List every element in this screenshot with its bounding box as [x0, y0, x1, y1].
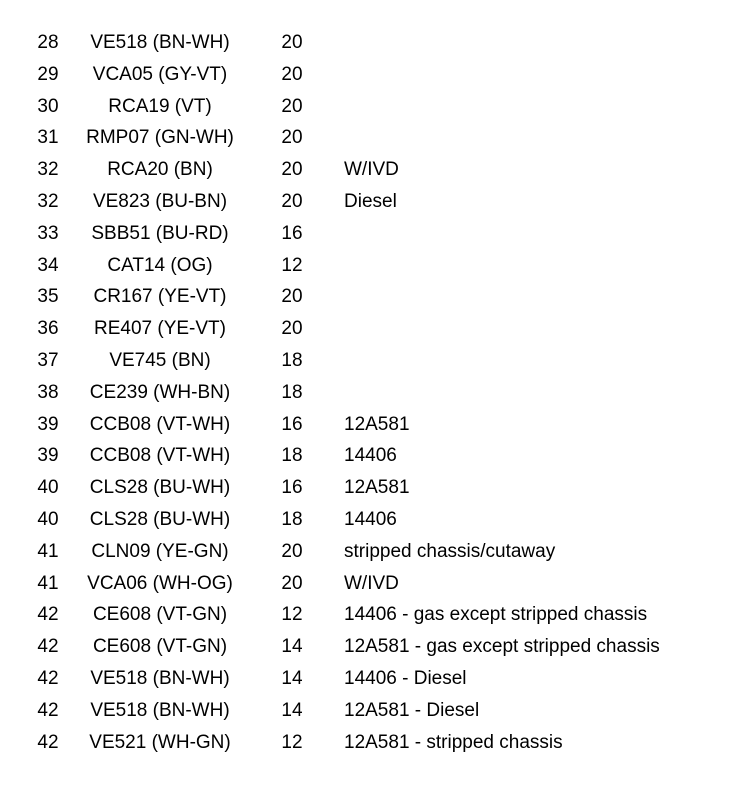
table-row — [0, 663, 752, 695]
circuit-id: CCB08 (VT-WH) — [89, 445, 231, 467]
pin-number: 39 — [37, 445, 59, 467]
wire-gauge: 12 — [281, 254, 303, 276]
pin-number: 29 — [37, 63, 59, 85]
table-row — [0, 409, 752, 441]
pin-number: 41 — [37, 572, 59, 594]
row-note: 12A581 - gas except stripped chassis — [344, 636, 660, 658]
table-row — [0, 154, 752, 186]
circuit-id: VE521 (WH-GN) — [89, 731, 231, 753]
wire-gauge: 16 — [281, 413, 303, 435]
row-note: stripped chassis/cutaway — [344, 540, 556, 562]
row-note: 12A581 — [344, 477, 410, 499]
circuit-id: CCB08 (VT-WH) — [89, 413, 231, 435]
circuit-id: CE239 (WH-BN) — [89, 381, 231, 403]
wire-gauge: 16 — [281, 477, 303, 499]
table-row — [0, 440, 752, 472]
table-row — [0, 599, 752, 631]
pin-number: 42 — [37, 699, 59, 721]
pin-number: 32 — [37, 159, 59, 181]
pin-number: 38 — [37, 381, 59, 403]
row-note: W/IVD — [344, 159, 399, 181]
wire-gauge: 20 — [281, 159, 303, 181]
wire-gauge: 20 — [281, 127, 303, 149]
table-row — [0, 568, 752, 600]
circuit-id: RCA19 (VT) — [108, 95, 212, 117]
row-note: 14406 - Diesel — [344, 667, 467, 689]
wire-gauge: 18 — [281, 508, 303, 530]
circuit-id: RE407 (YE-VT) — [94, 318, 226, 340]
row-note: 14406 — [344, 445, 397, 467]
table-row — [0, 186, 752, 218]
pin-number: 31 — [37, 127, 59, 149]
table-row — [0, 631, 752, 663]
pin-number: 30 — [37, 95, 59, 117]
circuit-id: CE608 (VT-GN) — [92, 604, 228, 626]
wire-gauge: 20 — [281, 318, 303, 340]
table-row — [0, 218, 752, 250]
row-note: Diesel — [344, 190, 397, 212]
circuit-id: CLN09 (YE-GN) — [91, 540, 229, 562]
table-row — [0, 59, 752, 91]
circuit-id: CAT14 (OG) — [107, 254, 213, 276]
row-note: 12A581 — [344, 413, 410, 435]
pin-number: 40 — [37, 477, 59, 499]
row-note: W/IVD — [344, 572, 399, 594]
wire-gauge: 20 — [281, 540, 303, 562]
pin-number: 32 — [37, 190, 59, 212]
pin-number: 36 — [37, 318, 59, 340]
table-row — [0, 472, 752, 504]
circuit-id: SBB51 (BU-RD) — [91, 222, 229, 244]
table-row — [0, 377, 752, 409]
circuit-id: VE518 (BN-WH) — [90, 699, 230, 721]
circuit-id: VCA06 (WH-OG) — [87, 572, 233, 594]
pin-number: 42 — [37, 731, 59, 753]
circuit-id: CLS28 (BU-WH) — [89, 508, 231, 530]
table-row — [0, 313, 752, 345]
circuit-id: VCA05 (GY-VT) — [92, 63, 228, 85]
table-row — [0, 536, 752, 568]
pin-number: 34 — [37, 254, 59, 276]
wire-gauge: 20 — [281, 190, 303, 212]
wire-gauge: 18 — [281, 349, 303, 371]
wire-gauge: 20 — [281, 32, 303, 53]
circuit-id: CR167 (YE-VT) — [93, 286, 227, 308]
connector-pinout-table — [0, 27, 752, 758]
wire-gauge: 14 — [281, 667, 303, 689]
circuit-id: VE518 (BN-WH) — [90, 32, 230, 53]
table-row — [0, 281, 752, 313]
circuit-id: VE518 (BN-WH) — [90, 667, 230, 689]
circuit-id: RMP07 (GN-WH) — [86, 127, 234, 149]
circuit-id: VE745 (BN) — [109, 349, 211, 371]
row-note: 14406 — [344, 508, 397, 530]
table-row — [0, 345, 752, 377]
row-note: 12A581 - Diesel — [344, 699, 480, 721]
wire-gauge: 20 — [281, 572, 303, 594]
pin-number: 39 — [37, 413, 59, 435]
wire-gauge: 20 — [281, 63, 303, 85]
circuit-id: RCA20 (BN) — [107, 159, 213, 181]
pin-number: 40 — [37, 508, 59, 530]
wire-gauge: 20 — [281, 95, 303, 117]
pin-number: 33 — [37, 222, 59, 244]
table-row — [0, 727, 752, 759]
circuit-id: VE823 (BU-BN) — [92, 190, 228, 212]
wire-gauge: 12 — [281, 604, 303, 626]
table-row — [0, 91, 752, 123]
row-note: 14406 - gas except stripped chassis — [344, 604, 648, 626]
circuit-id: CE608 (VT-GN) — [92, 636, 228, 658]
row-note: 12A581 - stripped chassis — [344, 731, 563, 753]
wire-gauge: 20 — [281, 286, 303, 308]
wire-gauge: 18 — [281, 381, 303, 403]
pin-number: 42 — [37, 667, 59, 689]
wire-gauge: 12 — [281, 731, 303, 753]
wire-gauge: 18 — [281, 445, 303, 467]
wire-gauge: 14 — [281, 636, 303, 658]
wire-gauge: 14 — [281, 699, 303, 721]
pin-number: 41 — [37, 540, 59, 562]
pin-number: 37 — [37, 349, 59, 371]
circuit-id: CLS28 (BU-WH) — [89, 477, 231, 499]
pin-number: 42 — [37, 636, 59, 658]
table-row — [0, 695, 752, 727]
pin-number: 35 — [37, 286, 59, 308]
table-row — [0, 122, 752, 154]
wire-gauge: 16 — [281, 222, 303, 244]
table-row — [0, 250, 752, 282]
pin-number: 28 — [37, 32, 59, 53]
table-row — [0, 27, 752, 59]
pin-number: 42 — [37, 604, 59, 626]
table-row — [0, 504, 752, 536]
